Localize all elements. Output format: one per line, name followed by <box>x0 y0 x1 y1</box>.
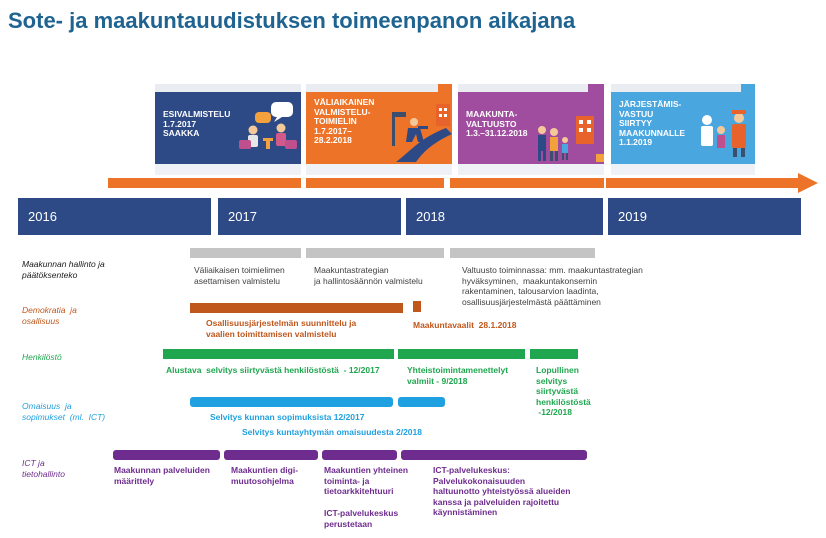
henkilosto-text-3-line: Lopullinen <box>536 365 579 375</box>
ict-text-5-line: Palvelukokonaisuuden <box>433 475 526 486</box>
row-label-henkilosto <box>22 352 62 363</box>
phase-valiaikainen-text-line: TOIMIELIN <box>314 116 357 127</box>
ict-text-3-line: tietoarkkitehtuuri <box>324 486 394 496</box>
henkilosto-bar-2 <box>398 349 525 359</box>
omaisuus-text-1 <box>210 412 365 423</box>
henkilosto-text-2-line: valmiit - 9/2018 <box>407 375 468 386</box>
henkilosto-bar-3 <box>530 349 578 359</box>
ict-text-1 <box>114 465 210 486</box>
phase-esivalmistelu-text <box>163 110 230 139</box>
ict-text-5-line: haltuunotto yhteistyössä alueiden <box>433 486 571 496</box>
phase-jarjestamisvastuu-text-line: MAAKUNNALLE <box>619 127 686 138</box>
row-label-demokratia-line: osallisuus <box>22 315 60 326</box>
ict-text-2-line: muutosohjelma <box>231 475 294 486</box>
hallinto-bar-1 <box>190 248 301 258</box>
row-label-henkilosto-line: Henkilöstö <box>22 352 62 362</box>
henkilosto-text-3-line: -12/2018 <box>536 407 572 417</box>
phase-jarjestamisvastuu-text-line: 1.1.2019 <box>619 137 653 148</box>
ict-bar-1 <box>113 450 220 460</box>
row-label-hallinto-line: päätöksenteko <box>22 269 78 280</box>
council-family-icon <box>532 110 604 162</box>
demokratia-text-1-line: vaalien toimittamisen valmistelu <box>206 328 337 339</box>
demokratia-bar-1 <box>190 303 403 313</box>
ict-bar-4 <box>401 450 587 460</box>
meeting-icon <box>237 100 299 150</box>
ict-text-3-line: toiminta- ja <box>324 475 370 486</box>
row-label-hallinto <box>22 259 105 280</box>
row-label-omaisuus-line: Omaisuus ja <box>22 401 72 411</box>
year-2018: 2018 <box>406 198 603 235</box>
henkilosto-text-3-line: selvitys <box>536 375 568 386</box>
phase-maakuntavaltuusto-text-line: MAAKUNTA- <box>466 109 518 119</box>
ict-bar-2 <box>224 450 318 460</box>
hallinto-bar-3 <box>450 248 595 258</box>
henkilosto-bar-1 <box>163 349 394 359</box>
row-label-demokratia-line: Demokratia ja <box>22 305 77 315</box>
row-label-ict-line: tietohallinto <box>22 468 66 479</box>
hallinto-text-3-line: osallisuusjärjestelmästä päättäminen <box>462 296 601 307</box>
phase-jarjestamisvastuu <box>611 84 755 164</box>
row-label-omaisuus <box>22 401 105 422</box>
henkilosto-text-1-line: Alustava selvitys siirtyvästä henkilöstöstä - 12/2017 <box>166 365 380 375</box>
ict-text-2-line: Maakuntien digi- <box>231 465 299 475</box>
ict-text-1-line: määrittely <box>114 475 155 486</box>
omaisuus-text-1-line: Selvitys kunnan sopimuksista 12/2017 <box>210 412 365 422</box>
phase-jarjestamisvastuu-text <box>619 100 685 148</box>
phase-esivalmistelu-shadow <box>155 164 301 175</box>
year-2019: 2019 <box>608 198 801 235</box>
ict-text-4-line: ICT-palvelukeskus <box>324 508 399 518</box>
ict-bar-3 <box>322 450 397 460</box>
hallinto-text-3-line: rakentaminen, talousarvion laadinta, <box>462 286 599 296</box>
demokratia-text-2 <box>413 320 516 331</box>
demokratia-text-1-line: Osallisuusjärjestelmän suunnittelu ja <box>206 318 357 328</box>
timeline-arrow <box>606 173 818 193</box>
phase-jarjestamisvastuu-text-line: JÄRJESTÄMIS- <box>619 99 682 109</box>
page-title: Sote- ja maakuntauudistuksen toimeenpanon aikajana <box>8 8 576 33</box>
timeline-segment-1 <box>108 178 301 188</box>
hallinto-text-2 <box>314 265 423 286</box>
ict-text-5 <box>433 465 570 518</box>
year-2017: 2017 <box>218 198 401 235</box>
ict-text-2 <box>231 465 298 486</box>
ict-text-1-line: Maakunnan palveluiden <box>114 465 210 475</box>
hallinto-text-1 <box>194 265 285 286</box>
hallinto-text-2-line: ja hallintosäännön valmistelu <box>314 275 423 286</box>
phase-valiaikainen <box>306 84 452 164</box>
henkilosto-text-3-line: henkilöstöstä <box>536 396 591 407</box>
hallinto-text-3-line: Valtuusto toiminnassa: mm. maakuntastrategian <box>462 265 643 275</box>
demokratia-bar-2 <box>413 301 421 312</box>
phase-esivalmistelu-text-line: SAAKKA <box>163 128 200 139</box>
phase-maakuntavaltuusto <box>458 84 604 164</box>
phase-jarjestamisvastuu-text-line: VASTUU <box>619 108 654 119</box>
timeline-segment-3 <box>450 178 604 188</box>
hallinto-text-3 <box>462 265 643 307</box>
henkilosto-text-2-line: Yhteistoimintamenettelyt <box>407 365 509 375</box>
omaisuus-text-2 <box>242 427 422 438</box>
hallinto-text-1-line: Väliaikaisen toimielimen <box>194 265 285 275</box>
omaisuus-bar-1 <box>190 397 393 407</box>
demokratia-text-2-line: Maakuntavaalit 28.1.2018 <box>413 320 517 330</box>
timeline-segment-2 <box>306 178 444 188</box>
year-2016: 2016 <box>18 198 211 235</box>
row-label-hallinto-line: Maakunnan hallinto ja <box>22 259 105 269</box>
ict-text-5-line: käynnistäminen <box>433 507 498 517</box>
care-staff-icon <box>697 106 753 158</box>
phase-esivalmistelu-text-line: 1.7.2017 <box>163 118 197 129</box>
hallinto-text-2-line: Maakuntastrategian <box>314 265 389 275</box>
row-label-demokratia <box>22 305 77 326</box>
row-label-ict-line: ICT ja <box>22 458 45 468</box>
henkilosto-text-2 <box>407 365 508 386</box>
demokratia-text-1 <box>206 318 356 339</box>
hallinto-bar-2 <box>306 248 444 258</box>
road-builder-icon <box>390 98 452 162</box>
phase-jarjestamisvastuu-text-line: SIIRTYY <box>619 118 653 129</box>
henkilosto-text-3-line: siirtyvästä <box>536 386 579 396</box>
ict-text-4 <box>324 508 398 529</box>
phase-valiaikainen-text-line: VALMISTELU- <box>314 106 371 117</box>
ict-text-3-line: Maakuntien yhteinen <box>324 465 409 475</box>
row-label-omaisuus-line: sopimukset (ml. ICT) <box>22 411 106 422</box>
phase-valiaikainen-text <box>314 98 374 146</box>
ict-text-4-line: perustetaan <box>324 518 373 529</box>
phase-valiaikainen-text-line: VÄLIAIKAINEN <box>314 97 375 107</box>
phase-valiaikainen-shadow <box>306 164 452 175</box>
henkilosto-text-3 <box>536 365 591 418</box>
phase-maakuntavaltuusto-text-line: VALTUUSTO <box>466 118 517 129</box>
phase-esivalmistelu-text-line: ESIVALMISTELU <box>163 109 231 119</box>
phase-valiaikainen-text-line: 28.2.2018 <box>314 135 352 146</box>
ict-text-5-line: kanssa ja palveluiden rajoitettu <box>433 496 560 507</box>
omaisuus-text-2-line: Selvitys kuntayhtymän omaisuudesta 2/2018 <box>242 427 422 437</box>
phase-esivalmistelu <box>155 84 301 164</box>
phase-valiaikainen-text-line: 1.7.2017– <box>314 125 352 136</box>
hallinto-text-1-line: asettamisen valmistelu <box>194 275 280 286</box>
ict-text-5-line: ICT-palvelukeskus: <box>433 465 511 475</box>
row-label-ict <box>22 458 65 479</box>
phase-maakuntavaltuusto-text-line: 1.3.–31.12.2018 <box>466 128 528 139</box>
henkilosto-text-1 <box>166 365 380 376</box>
hallinto-text-3-line: hyväksyminen, maakuntakonsernin <box>462 275 598 286</box>
ict-text-3 <box>324 465 408 497</box>
phase-maakuntavaltuusto-shadow <box>458 164 604 175</box>
omaisuus-bar-2 <box>398 397 445 407</box>
phase-maakuntavaltuusto-text <box>466 110 527 139</box>
